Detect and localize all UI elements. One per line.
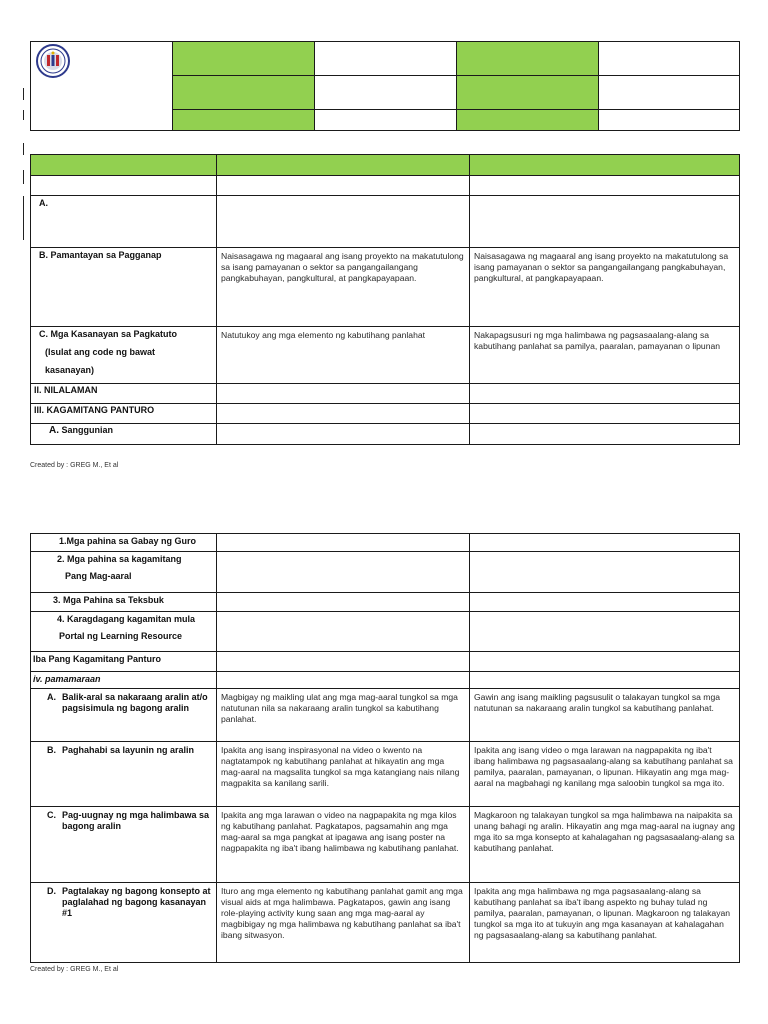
empty-cell bbox=[217, 534, 470, 552]
empty-cell bbox=[217, 652, 470, 672]
section-b-label: B. Pamantayan sa Pagganap bbox=[39, 250, 162, 260]
content-cell bbox=[217, 327, 470, 384]
row-label-cell bbox=[31, 672, 217, 689]
empty-cell bbox=[217, 424, 470, 445]
resource-item: 1.Mga pahina sa Gabay ng Guro bbox=[59, 536, 197, 546]
procedure-activity-text: Ipakita ang mga larawan o video na nagpapakita ng mga kilos ng kabutihang panlahat. Pagkatapos, pagsamahin ang mga mag-aaral sa mga pangkat at ipagawa ang isang poster na nagpapakita ng iba't ibang halimbawa ng kabutihang panlahat. bbox=[221, 810, 459, 853]
empty-cell bbox=[217, 404, 470, 424]
header-white-cell bbox=[599, 76, 740, 110]
section-a-label: A. bbox=[39, 198, 48, 208]
header-green-cell bbox=[173, 110, 315, 131]
procedure-letter: A. bbox=[47, 692, 56, 702]
table-row bbox=[31, 384, 740, 404]
content-cell bbox=[470, 689, 740, 742]
procedure-activity-text: Ipakita ang mga halimbawa ng mga pagsasaalang-alang sa kabutihang panlahat sa iba't ibang aspekto ng buhay tulad ng pamilya, paaralan, pamayanan, o lipunan. Magkaroon ng talakayan tungkol sa mga ito at tukuyin ang mga kasanayan at kahalagahan ng pagsasaalang-alang sa kabutihang panlahat. bbox=[474, 886, 731, 940]
procedure-label: Pagtalakay ng bagong konsepto at paglalahad ng bagong kasanayan #1 bbox=[62, 886, 211, 918]
deped-seal-icon bbox=[34, 44, 72, 78]
empty-cell bbox=[217, 176, 470, 196]
header-table bbox=[30, 41, 740, 131]
performance-standard-text: Naisasagawa ng magaaral ang isang proyekto na makatutulong sa isang pamayanan o sektor sa pangangailangang pangkabuhayan, pangkultural, at pangkapayapaan. bbox=[474, 251, 729, 283]
table-row bbox=[31, 652, 740, 672]
table-header-cell bbox=[470, 155, 740, 176]
row-label-cell bbox=[31, 327, 217, 384]
row-label-cell bbox=[31, 248, 217, 327]
header-green-cell bbox=[173, 42, 315, 76]
content-heading: II. NILALAMAN bbox=[34, 385, 98, 395]
procedure-activity-text: Gawin ang isang maikling pagsusulit o talakayan tungkol sa mga natutunan sa nakaraang aralin tungkol sa kabutihang panlahat. bbox=[474, 692, 721, 713]
resource-item: 4. Karagdagang kagamitan mula bbox=[57, 614, 196, 624]
row-label-cell bbox=[31, 593, 217, 612]
header-white-cell bbox=[315, 76, 457, 110]
content-cell bbox=[217, 248, 470, 327]
table-row bbox=[31, 883, 740, 963]
content-cell bbox=[470, 883, 740, 963]
procedure-activity-text: Ipakita ang isang video o mga larawan na nagpapakita ng iba't ibang halimbawa ng pagsasaalang-alang sa kabutihang panlahat sa pamilya, paaralan, pamayanan, o lipunan. Hikayatin ang mga mag-aaral na magbahagi ng kanilang mga saloobin tungkol sa mga ito. bbox=[474, 745, 733, 788]
procedure-activity-text: Ituro ang mga elemento ng kabutihang panlahat gamit ang mga visual aids at mga halimbawa. Pagkatapos, gawin ang isang role-playing activity kung saan ang mga mag-aaral ay magbibigay ng mga halimbawa ng kabutihang panlahat sa iba't ibang sitwasyon. bbox=[221, 886, 463, 940]
resource-item: Pang Mag-aaral bbox=[65, 571, 132, 581]
content-cell bbox=[470, 248, 740, 327]
row-label-cell bbox=[31, 652, 217, 672]
content-cell bbox=[217, 883, 470, 963]
margin-mark bbox=[23, 110, 24, 120]
header-green-cell bbox=[173, 76, 315, 110]
empty-cell bbox=[217, 672, 470, 689]
header-white-cell bbox=[315, 110, 457, 131]
header-white-cell bbox=[599, 42, 740, 76]
procedure-letter: C. bbox=[47, 810, 56, 820]
table-row bbox=[31, 196, 740, 248]
margin-mark bbox=[23, 196, 24, 240]
header-white-cell bbox=[315, 42, 457, 76]
row-label-cell bbox=[31, 424, 217, 445]
procedure-letter: B. bbox=[47, 745, 56, 755]
row-label-cell bbox=[31, 612, 217, 652]
empty-cell bbox=[470, 593, 740, 612]
procedure-heading: iv. pamamaraan bbox=[33, 674, 101, 684]
empty-cell bbox=[470, 196, 740, 248]
lesson-table-page2 bbox=[30, 533, 740, 963]
empty-cell bbox=[470, 672, 740, 689]
table-row bbox=[31, 534, 740, 552]
table-header-cell bbox=[217, 155, 470, 176]
row-label-cell bbox=[31, 552, 217, 593]
page-credit: Created by : GREG M., Et al bbox=[30, 462, 119, 469]
reference-letter: A. bbox=[49, 425, 59, 436]
procedure-label: Pag-uugnay ng mga halimbawa sa bagong aralin bbox=[62, 810, 210, 831]
empty-cell bbox=[470, 552, 740, 593]
header-green-cell bbox=[457, 110, 599, 131]
table-row bbox=[31, 248, 740, 327]
performance-standard-text: Naisasagawa ng magaaral ang isang proyekto na makatutulong sa isang pamayanan o sektor sa pangangailangang pangkabuhayan, pangkultural, at pangkapayapaan. bbox=[221, 251, 464, 283]
page-credit: Created by : GREG M., Et al bbox=[30, 966, 119, 973]
empty-cell bbox=[217, 552, 470, 593]
empty-cell bbox=[217, 196, 470, 248]
section-c-note: kasanayan) bbox=[45, 365, 95, 375]
reference-label: Sanggunian bbox=[61, 425, 114, 435]
empty-cell bbox=[470, 612, 740, 652]
other-materials-heading: Iba Pang Kagamitang Panturo bbox=[33, 654, 162, 664]
row-label-cell bbox=[31, 689, 217, 742]
empty-cell bbox=[470, 384, 740, 404]
empty-cell bbox=[217, 384, 470, 404]
row-label-cell bbox=[31, 196, 217, 248]
lesson-table-page1 bbox=[30, 154, 740, 445]
content-cell bbox=[470, 742, 740, 807]
empty-cell bbox=[470, 652, 740, 672]
empty-cell bbox=[470, 176, 740, 196]
margin-mark bbox=[23, 170, 24, 184]
section-c-note: (Isulat ang code ng bawat bbox=[45, 347, 156, 357]
table-row bbox=[31, 612, 740, 652]
logo-cell bbox=[31, 42, 173, 131]
competency-text: Natutukoy ang mga elemento ng kabutihang panlahat bbox=[221, 330, 426, 340]
procedure-activity-text: Magbigay ng maikling ulat ang mga mag-aaral tungkol sa mga natutunan nila sa nakaraang aralin tungkol sa kabutihang panlahat. bbox=[221, 692, 458, 724]
table-row bbox=[31, 672, 740, 689]
table-row bbox=[31, 404, 740, 424]
row-label-cell bbox=[31, 883, 217, 963]
table-row bbox=[31, 424, 740, 445]
table-row bbox=[31, 807, 740, 883]
empty-cell bbox=[31, 176, 217, 196]
table-row bbox=[31, 689, 740, 742]
content-cell bbox=[217, 742, 470, 807]
content-cell bbox=[470, 807, 740, 883]
materials-heading: III. KAGAMITANG PANTURO bbox=[34, 405, 155, 415]
margin-mark bbox=[23, 88, 24, 100]
row-label-cell bbox=[31, 404, 217, 424]
table-row bbox=[31, 593, 740, 612]
table-row bbox=[31, 742, 740, 807]
competency-text: Nakapagsusuri ng mga halimbawa ng pagsasaalang-alang sa kabutihang panlahat sa pamilya, paaralan, pamayanan o lipunan bbox=[474, 330, 721, 351]
table-header-cell bbox=[31, 155, 217, 176]
content-cell bbox=[470, 327, 740, 384]
resource-item: 2. Mga pahina sa kagamitang bbox=[57, 554, 182, 564]
empty-cell bbox=[470, 424, 740, 445]
section-c-label: C. Mga Kasanayan sa Pagkatuto bbox=[39, 329, 178, 339]
header-green-cell bbox=[457, 76, 599, 110]
empty-cell bbox=[217, 593, 470, 612]
margin-mark bbox=[23, 143, 24, 155]
procedure-activity-text: Ipakita ang isang inspirasyonal na video o kwento na nagtatampok ng kabutihang panlahat at hikayatin ang mga mag-aaral na magsalita tungkol sa mga katangiang nais nilang magpakita sa kanilang sarili. bbox=[221, 745, 460, 788]
procedure-label: Balik-aral sa nakaraang aralin at/o pagsisimula ng bagong aralin bbox=[62, 692, 208, 713]
resource-item: 3. Mga Pahina sa Teksbuk bbox=[53, 595, 164, 605]
table-row bbox=[31, 552, 740, 593]
empty-cell bbox=[217, 612, 470, 652]
row-label-cell bbox=[31, 807, 217, 883]
resource-item: Portal ng Learning Resource bbox=[59, 631, 183, 641]
content-cell bbox=[217, 689, 470, 742]
row-label-cell bbox=[31, 384, 217, 404]
empty-cell bbox=[470, 404, 740, 424]
procedure-activity-text: Magkaroon ng talakayan tungkol sa mga halimbawa na naipakita sa unang bahagi ng aralin. Hikayatin ang mga mag-aaral na iugnay ang mga ito sa mga konsepto at kahalagahan ng pagsasaalang-alang sa kabutihang panlahat. bbox=[474, 810, 735, 853]
table-row bbox=[31, 327, 740, 384]
header-green-cell bbox=[457, 42, 599, 76]
content-cell bbox=[217, 807, 470, 883]
row-label-cell bbox=[31, 534, 217, 552]
empty-cell bbox=[470, 534, 740, 552]
procedure-letter: D. bbox=[47, 886, 56, 896]
procedure-label: Paghahabi sa layunin ng aralin bbox=[62, 745, 195, 755]
header-white-cell bbox=[599, 110, 740, 131]
row-label-cell bbox=[31, 742, 217, 807]
